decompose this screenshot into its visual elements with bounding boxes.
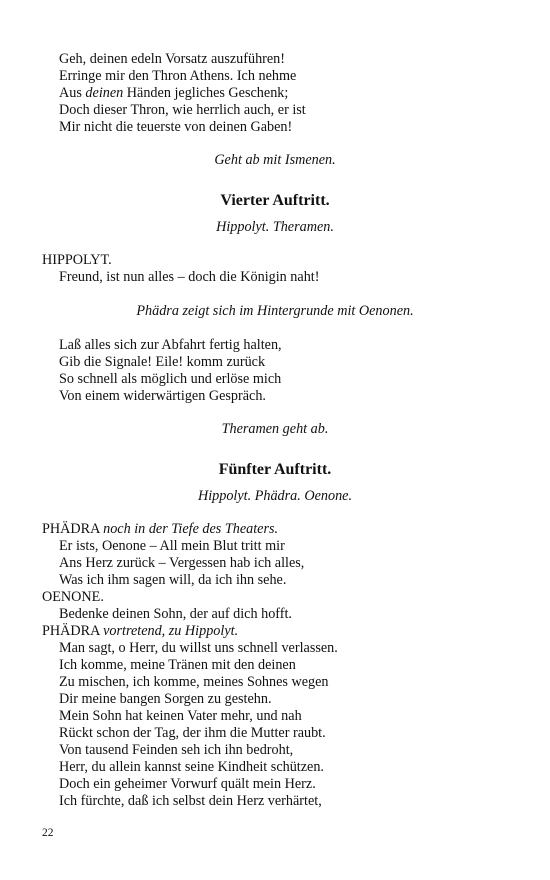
speaker-name: PHÄDRA noch in der Tiefe des Theaters. bbox=[42, 521, 279, 537]
verse-line: Von tausend Feinden seh ich ihn bedroht, bbox=[59, 742, 294, 758]
verse-line: Ich komme, meine Tränen mit den deinen bbox=[59, 657, 296, 673]
stage-direction: Geht ab mit Ismenen. bbox=[214, 152, 336, 168]
verse-line: Freund, ist nun alles – doch die Königin naht! bbox=[59, 269, 320, 285]
verse-line: Geh, deinen edeln Vorsatz auszuführen! bbox=[59, 51, 286, 67]
verse-line: Er ists, Oenone – All mein Blut tritt mir bbox=[59, 538, 285, 554]
verse-line: Ans Herz zurück – Vergessen hab ich alles, bbox=[59, 555, 305, 571]
speaker-direction: noch in der Tiefe des Theaters. bbox=[103, 521, 279, 537]
verse-line: So schnell als möglich und erlöse mich bbox=[59, 371, 282, 387]
scene-characters: Hippolyt. Phädra. Oenone. bbox=[197, 488, 353, 504]
verse-line: Doch dieser Thron, wie herrlich auch, er ist bbox=[59, 102, 306, 118]
verse-line: Von einem widerwärtigen Gespräch. bbox=[59, 388, 266, 404]
verse-line: Erringe mir den Thron Athens. Ich nehme bbox=[59, 68, 297, 84]
verse-line: Mir nicht die teuerste von deinen Gaben! bbox=[59, 119, 293, 135]
verse-line: Rückt schon der Tag, der ihm die Mutter raubt. bbox=[59, 725, 326, 741]
speaker-name: PHÄDRA vortretend, zu Hippolyt. bbox=[42, 623, 239, 639]
scene-characters: Hippolyt. Theramen. bbox=[216, 219, 334, 235]
verse-line: Zu mischen, ich komme, meines Sohnes wegen bbox=[59, 674, 329, 690]
speaker-name: OENONE. bbox=[42, 589, 104, 605]
scene-heading: Vierter Auftritt. bbox=[220, 192, 330, 209]
verse-line: Man sagt, o Herr, du willst uns schnell verlassen. bbox=[59, 640, 338, 656]
verse-line: Herr, du allein kannst seine Kindheit schützen. bbox=[59, 759, 324, 775]
page-number: 22 bbox=[42, 827, 54, 839]
speaker-direction: vortretend, zu Hippolyt. bbox=[103, 623, 239, 639]
verse-line: Was ich ihm sagen will, da ich ihn sehe. bbox=[59, 572, 287, 588]
stage-direction: Phädra zeigt sich im Hintergrunde mit Oenonen. bbox=[136, 303, 414, 319]
stage-direction: Theramen geht ab. bbox=[221, 421, 329, 437]
verse-line: Doch ein geheimer Vorwurf quält mein Herz. bbox=[59, 776, 316, 792]
verse-line: Laß alles sich zur Abfahrt fertig halten, bbox=[59, 337, 282, 353]
emphasis: deinen bbox=[85, 85, 124, 101]
verse-line: Mein Sohn hat keinen Vater mehr, und nah bbox=[59, 708, 302, 724]
verse-line: Ich fürchte, daß ich selbst dein Herz verhärtet, bbox=[59, 793, 322, 809]
verse-line: Gib die Signale! Eile! komm zurück bbox=[59, 354, 266, 370]
verse-line: Bedenke deinen Sohn, der auf dich hofft. bbox=[59, 606, 292, 622]
verse-line: Dir meine bangen Sorgen zu gestehn. bbox=[59, 691, 272, 707]
scene-heading: Fünfter Auftritt. bbox=[218, 461, 332, 478]
speaker-name: HIPPOLYT. bbox=[42, 252, 112, 268]
verse-line: Aus deinen Händen jegliches Geschenk; bbox=[59, 85, 289, 101]
